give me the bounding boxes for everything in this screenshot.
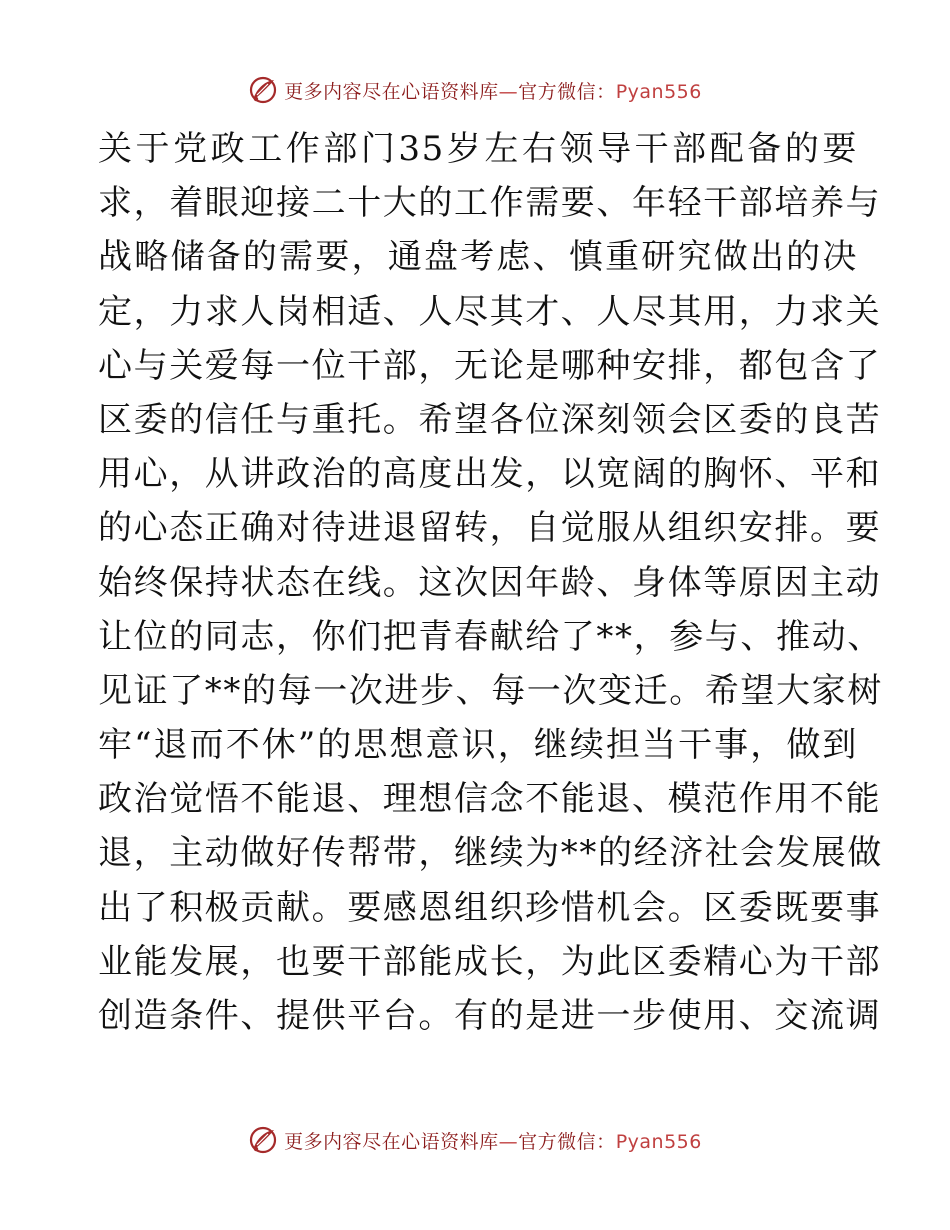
body-line: 退，主动做好传帮带，继续为**的经济社会发展做 bbox=[98, 833, 883, 874]
body-line: 战略储备的需要，通盘考虑、慎重研究做出的决 bbox=[98, 237, 858, 278]
footer-watermark bbox=[0, 1120, 950, 1160]
body-line: 关于党政工作部门35岁左右领导干部配备的要 bbox=[98, 129, 858, 169]
body-line: 始终保持状态在线。这次因年龄、身体等原因主动 bbox=[98, 562, 882, 603]
body-line: 出了积极贡献。要感恩组织珍惜机会。区委既要事 bbox=[98, 887, 882, 928]
body-line: 的心态正确对待进退留转，自觉服从组织安排。要 bbox=[98, 508, 882, 549]
body-line: 业能发展，也要干部能成长，为此区委精心为干部 bbox=[98, 941, 882, 982]
quill-pen-logo-icon bbox=[248, 75, 278, 105]
body-line: 创造条件、提供平台。有的是进一步使用、交流调 bbox=[98, 996, 882, 1036]
body-line: 用心，从讲政治的高度出发，以宽阔的胸怀、平和 bbox=[98, 454, 882, 495]
watermark-separator: — bbox=[498, 80, 519, 103]
watermark-wechat-id: Pyan556 bbox=[615, 80, 702, 103]
header-watermark bbox=[0, 70, 950, 110]
watermark-wechat-label: 官方微信： bbox=[518, 1130, 616, 1153]
body-line: 政治觉悟不能退、理想信念不能退、模范作用不能 bbox=[98, 779, 882, 820]
body-line: 牢“退而不休”的思想意识，继续担当干事，做到 bbox=[98, 725, 858, 766]
document-body bbox=[98, 122, 883, 1043]
quill-pen-logo-icon bbox=[248, 1125, 278, 1155]
watermark-wechat-label: 官方微信： bbox=[518, 80, 616, 103]
watermark-main-text: 更多内容尽在心语资料库 bbox=[284, 1130, 499, 1153]
body-line: 让位的同志，你们把青春献给了**，参与、推动、 bbox=[98, 616, 883, 657]
body-line: 心与关爱每一位干部，无论是哪种安排，都包含了 bbox=[98, 345, 882, 386]
watermark-main-text: 更多内容尽在心语资料库 bbox=[284, 80, 499, 103]
watermark-wechat-id: Pyan556 bbox=[615, 1130, 702, 1153]
body-line: 见证了**的每一次进步、每一次变迁。希望大家树 bbox=[98, 670, 883, 711]
body-line: 求，着眼迎接二十大的工作需要、年轻干部培养与 bbox=[98, 183, 882, 224]
body-line: 定，力求人岗相适、人尽其才、人尽其用，力求关 bbox=[98, 291, 882, 332]
watermark-separator: — bbox=[498, 1130, 519, 1153]
watermark-text bbox=[284, 77, 702, 104]
body-line: 区委的信任与重托。希望各位深刻领会区委的良苦 bbox=[98, 399, 882, 440]
watermark-text bbox=[284, 1127, 702, 1154]
